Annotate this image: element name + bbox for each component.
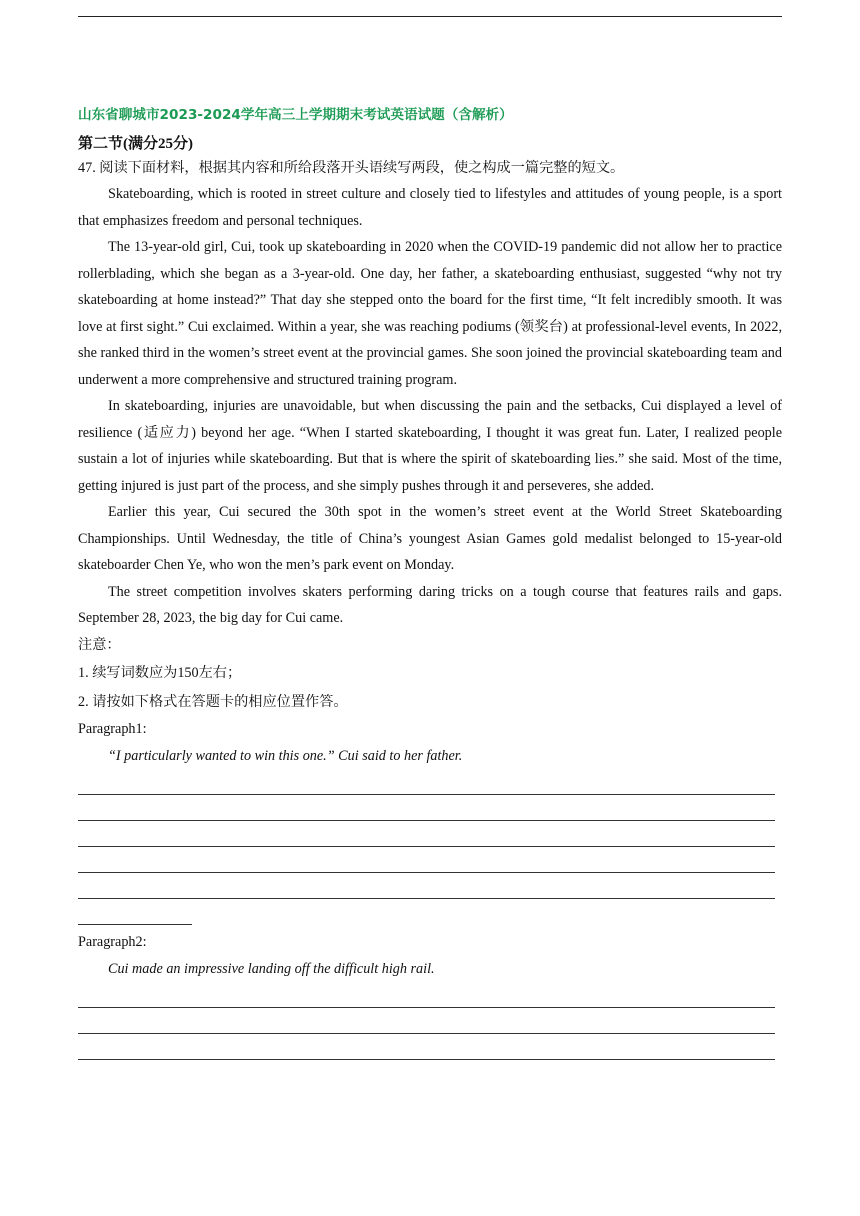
paragraph2-answer-lines [78, 986, 782, 1064]
paragraph1-starter: “I particularly wanted to win this one.” Cui said to her father. [108, 747, 463, 764]
document-content [78, 104, 782, 1064]
section-heading: 第二节(满分25分) [78, 136, 193, 152]
paragraph2-starter: Cui made an impressive landing off the difficult high rail. [108, 960, 435, 977]
document-title: 山东省聊城市2023-2024学年高三上学期期末考试英语试题（含解析） [78, 107, 513, 123]
notes-label: 注意： [78, 636, 121, 653]
paragraph2-label: Paragraph2: [78, 933, 147, 950]
answer-line [78, 825, 782, 851]
question-prompt: 47. 阅读下面材料，根据其内容和所给段落开头语续写两段，使之构成一篇完整的短文。 [78, 160, 625, 176]
answer-line [78, 1038, 782, 1064]
passage-paragraph: The street competition involves skaters performing daring tricks on a tough course that features rails and gaps. September 28, 2023, the big day for Cui came. [78, 583, 782, 626]
answer-line [78, 1012, 782, 1038]
header-rule [78, 16, 782, 17]
answer-line [78, 773, 782, 799]
passage-paragraph: Earlier this year, Cui secured the 30th spot in the women’s street event at the World Street Skateboarding Championships. Until Wednesday, the title of China’s youngest Asian Games gold medalist belonged to 15-year-old skateboarder Chen Ye, who won the men’s park event on Monday. [78, 504, 782, 573]
answer-line [78, 877, 782, 903]
paragraph1-answer-lines [78, 773, 782, 929]
answer-line [78, 986, 782, 1012]
answer-line [78, 851, 782, 877]
paragraph1-label: Paragraph1: [78, 720, 147, 737]
answer-line [78, 799, 782, 825]
passage-paragraph: The 13-year-old girl, Cui, took up skateboarding in 2020 when the COVID-19 pandemic did not allow her to practice rollerblading, which she began as a 3-year-old. One day, her father, a skateboarding enthusiast, suggested “why not try skateboarding at home instead?” That day she stepped onto the board for the first time, “It felt incredibly smooth. It was love at first sight.” Cui exclaimed. Within a year, she was reaching podiums (领奖台) at professional-level events, In 2022, she ranked third in the women’s street event at the provincial games. She soon joined the provincial skateboarding team and underwent a more comprehensive and structured training program. [78, 239, 782, 388]
note-item: 2. 请按如下格式在答题卡的相应位置作答。 [78, 693, 348, 710]
note-item: 1. 续写词数应为150左右； [78, 664, 242, 681]
passage-paragraph: Skateboarding, which is rooted in street culture and closely tied to lifestyles and attitudes of young people, is a sport that emphasizes freedom and personal techniques. [78, 186, 782, 229]
answer-line [78, 903, 782, 929]
passage-paragraph: In skateboarding, injuries are unavoidable, but when discussing the pain and the setbacks, Cui displayed a level of resilience (适应力) beyond her age. “When I started skateboarding, I thought it was great fun. Later, I realized people sustain a lot of injuries while skateboarding. But that is where the spirit of skateboarding lies.” she said. Most of the time, getting injured is just part of the process, and she simply pushes through it and perseveres, she added. [78, 398, 782, 494]
